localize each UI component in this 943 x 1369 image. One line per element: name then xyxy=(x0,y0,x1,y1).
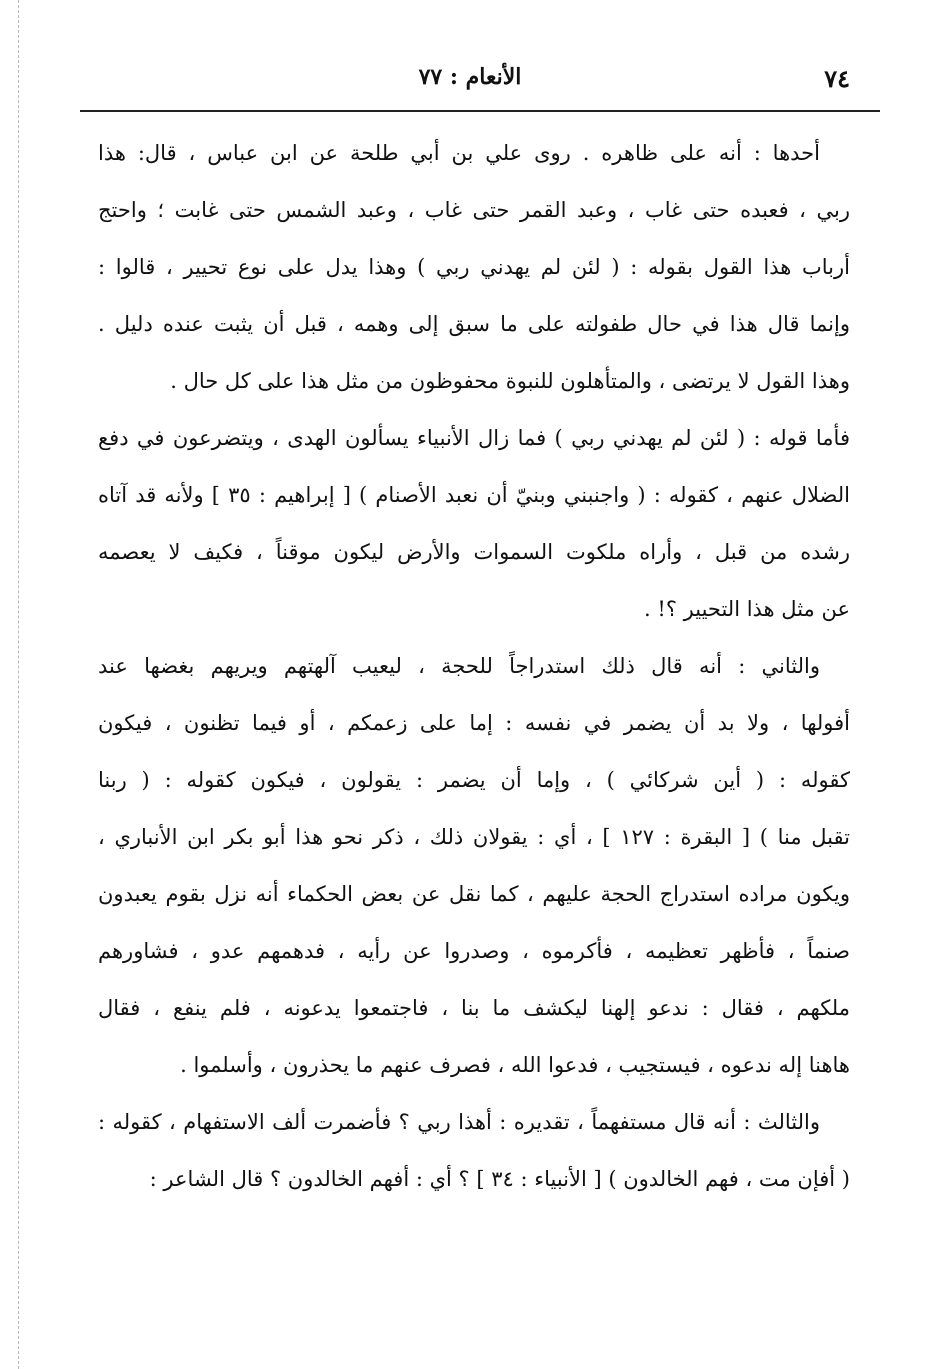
text-line-5: وهذا القول لا يرتضى ، والمتأهلون للنبوة محفوظون من مثل هذا على كل حال . xyxy=(170,369,850,393)
scan-edge-guide xyxy=(18,0,19,1369)
book-page xyxy=(60,0,880,1369)
text-line-7: الضلال عنهم ، كقوله : ( واجنبني وبنيّ أن نعبد الأصنام ) [ إبراهيم : ٣٥ ] ولأنه قد آتاه xyxy=(98,483,850,507)
text-line-10: والثاني : أنه قال ذلك استدراجاً للحجة ، ليعيب آلهتهم ويريهم بغضها عند xyxy=(98,654,820,678)
text-line-15: صنماً ، فأظهر تعظيمه ، فأكرموه ، وصدروا عن رأيه ، فدهمهم عدو ، فشاورهم xyxy=(98,939,850,963)
text-line-11: أفولها ، ولا بد أن يضمر في نفسه : إما على زعمكم ، أو فيما تظنون ، فيكون xyxy=(98,711,850,735)
text-line-14: ويكون مراده استدراج الحجة عليهم ، كما نقل عن بعض الحكماء أنه نزل بقوم يعبدون xyxy=(98,882,850,906)
text-line-12: كقوله : ( أين شركائي ) ، وإما أن يضمر : يقولون ، فيكون كقوله : ( ربنا xyxy=(98,768,850,792)
text-line-9: عن مثل هذا التحيير ؟! . xyxy=(644,597,850,621)
text-line-18: والثالث : أنه قال مستفهماً ، تقديره : أهذا ربي ؟ فأضمرت ألف الاستفهام ، كقوله : xyxy=(98,1110,820,1134)
text-line-6: فأما قوله : ( لئن لم يهدني ربي ) فما زال الأنبياء يسألون الهدى ، ويتضرعون في دفع xyxy=(98,426,850,450)
text-line-19: ( أفإن مت ، فهم الخالدون ) [ الأنبياء : ٣٤ ] ؟ أي : أفهم الخالدون ؟ قال الشاعر : xyxy=(149,1167,850,1191)
page-header xyxy=(60,58,880,106)
page-body xyxy=(98,125,850,1208)
running-title: الأنعام : ٧٧ xyxy=(418,64,522,90)
text-line-4: وإنما قال هذا في حال طفولته على ما سبق إلى وهمه ، قبل أن يثبت عنده دليل . xyxy=(98,312,850,336)
header-rule xyxy=(80,110,880,112)
page-number: ٧٤ xyxy=(824,64,850,93)
text-line-3: أرباب هذا القول بقوله : ( لئن لم يهدني ربي ) وهذا يدل على نوع تحيير ، قالوا : xyxy=(98,255,850,279)
text-line-1: أحدها : أنه على ظاهره . روى علي بن أبي طلحة عن ابن عباس ، قال: هذا xyxy=(98,141,820,165)
text-line-8: رشده من قبل ، وأراه ملكوت السموات والأرض ليكون موقناً ، فكيف لا يعصمه xyxy=(98,540,850,564)
text-line-2: ربي ، فعبده حتى غاب ، وعبد القمر حتى غاب ، وعبد الشمس حتى غابت ؛ واحتج xyxy=(98,198,850,222)
text-line-13: تقبل منا ) [ البقرة : ١٢٧ ] ، أي : يقولان ذلك ، ذكر نحو هذا أبو بكر ابن الأنباري ، xyxy=(98,825,850,849)
text-line-16: ملكهم ، فقال : ندعو إلهنا ليكشف ما بنا ، فاجتمعوا يدعونه ، فلم ينفع ، فقال xyxy=(98,996,850,1020)
text-line-17: هاهنا إله ندعوه ، فيستجيب ، فدعوا الله ، فصرف عنهم ما يحذرون ، وأسلموا . xyxy=(180,1053,850,1077)
